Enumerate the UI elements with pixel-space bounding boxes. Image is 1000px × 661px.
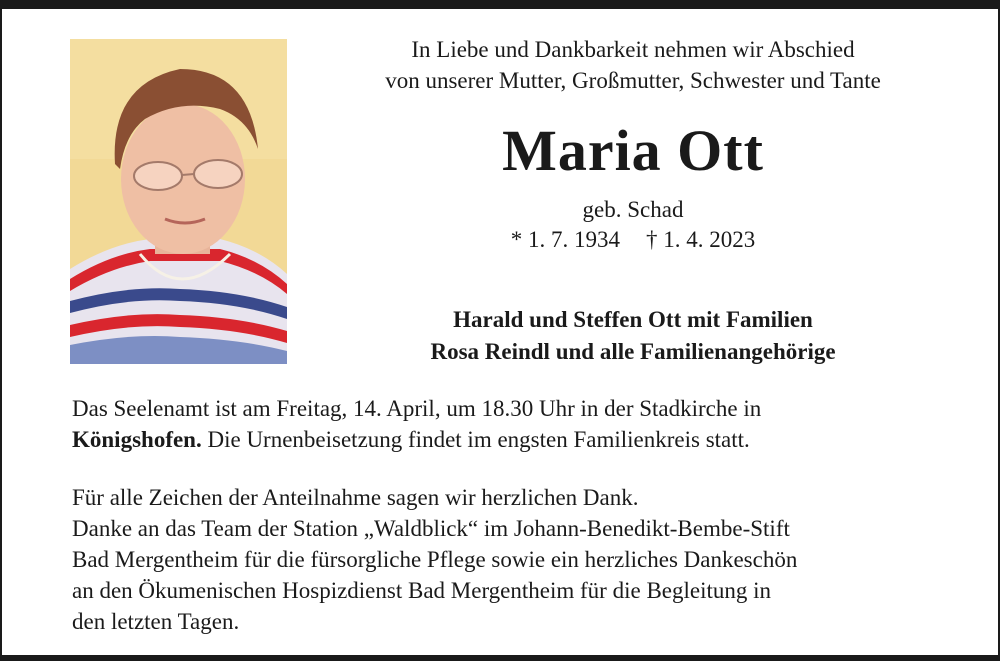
thanks-line: an den Ökumenischen Hospizdienst Bad Mergentheim für die Begleitung in [72,578,772,603]
mourners-line-2: Rosa Reindl und alle Familienangehörige [430,339,836,364]
thanks-line: den letzten Tagen. [72,609,240,634]
birth-date: * 1. 7. 1934 [510,227,620,252]
thanks-line: Danke an das Team der Station „Waldblick“ im Johann-Benedikt-Bembe-Stift [72,516,790,541]
farewell-intro [320,34,946,96]
thanks-line: Für alle Zeichen der Anteilnahme sagen wir herzlichen Dank. [72,485,639,510]
portrait-illustration [70,39,287,364]
service-line-2 [72,424,972,455]
intro-line-1: In Liebe und Dankbarkeit nehmen wir Abschied [411,37,855,62]
thanks-notice [72,482,972,637]
service-line-2-rest: Die Urnenbeisetzung findet im engsten Familienkreis statt. [201,427,750,452]
maiden-name: geb. Schad [582,197,684,222]
mourners-line-1: Harald und Steffen Ott mit Familien [453,307,813,332]
life-dates [320,225,946,254]
death-date: † 1. 4. 2023 [646,227,756,252]
service-line-1: Das Seelenamt ist am Freitag, 14. April, um 18.30 Uhr in der Stadkirche in [72,396,762,421]
portrait-photo [70,39,287,364]
deceased-name: Maria Ott [502,118,764,183]
thanks-line: Bad Mergentheim für die fürsorgliche Pflege sowie ein herzliches Dankeschön [72,547,798,572]
service-place: Königshofen. [72,427,202,452]
mourners-block [320,304,946,368]
intro-line-2: von unserer Mutter, Großmutter, Schwester und Tante [385,68,881,93]
service-notice [72,393,972,455]
